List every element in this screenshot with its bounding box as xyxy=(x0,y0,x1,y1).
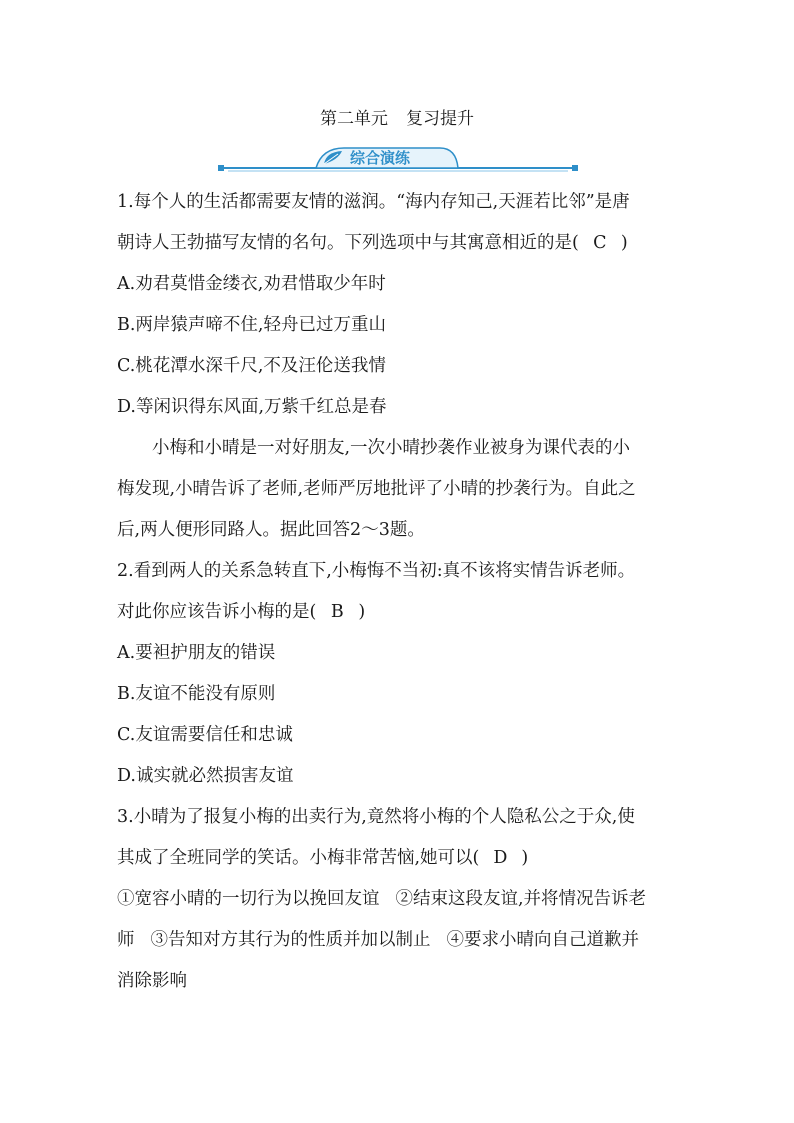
q1-stem-text: 朝诗人王勃描写友情的名句。下列选项中与其寓意相近的是( xyxy=(117,233,579,253)
q2-bracket-close: ) xyxy=(358,602,366,622)
q1-stem-line1: 1.每个人的生活都需要友情的滋润。“海内存知己,天涯若比邻”是唐 xyxy=(117,192,630,212)
q3-choices-line1 xyxy=(117,879,679,920)
q3-choices-line2 xyxy=(117,920,679,961)
q2-stem-line2 xyxy=(117,592,679,633)
q3-stem-line1: 3.小晴为了报复小梅的出卖行为,竟然将小梅的个人隐私公之于众,使 xyxy=(117,807,635,827)
q3-answer: D xyxy=(493,848,508,868)
q3-choice-4: ④要求小晴向自己道歉并 xyxy=(446,930,639,950)
passage-line2: 梅发现,小晴告诉了老师,老师严厉地批评了小晴的抄袭行为。自此之 xyxy=(117,479,636,499)
q2-answer: B xyxy=(330,602,344,622)
q1-stem-line2 xyxy=(117,223,679,264)
q2-option-a: A.要袒护朋友的错误 xyxy=(117,643,276,663)
passage-line1: 小梅和小晴是一对好朋友,一次小晴抄袭作业被身为课代表的小 xyxy=(152,438,631,458)
q1-option-c: C.桃花潭水深千尺,不及汪伦送我情 xyxy=(117,356,386,376)
q2-option-d: D.诚实就必然损害友谊 xyxy=(117,766,294,786)
q3-stem-line2 xyxy=(117,838,679,879)
q1-option-b: B.两岸猿声啼不住,轻舟已过万重山 xyxy=(117,315,386,335)
unit-subtitle: 复习提升 xyxy=(406,109,474,129)
page-title xyxy=(0,104,794,129)
q2-stem-text: 对此你应该告诉小梅的是( xyxy=(117,602,317,622)
q3-bracket-close: ) xyxy=(521,848,529,868)
q2-stem-line1: 2.看到两人的关系急转直下,小梅悔不当初:真不该将实情告诉老师。 xyxy=(117,561,636,581)
q1-option-d: D.等闲识得东风面,万紫千红总是春 xyxy=(117,397,387,417)
q3-stem-text: 其成了全班同学的笑话。小梅非常苦恼,她可以( xyxy=(117,848,480,868)
q3-choice-3: ③告知对方其行为的性质并加以制止 xyxy=(150,930,431,950)
q3-choice-1: ①宽容小晴的一切行为以挽回友谊 xyxy=(117,889,380,909)
section-banner xyxy=(218,144,578,174)
q3-choice-2: ②结束这段友谊,并将情况告诉老 xyxy=(395,889,647,909)
q2-option-b: B.友谊不能没有原则 xyxy=(117,684,276,704)
q2-option-c: C.友谊需要信任和忠诚 xyxy=(117,725,293,745)
q1-option-a: A.劝君莫惜金缕衣,劝君惜取少年时 xyxy=(117,274,386,294)
unit-title: 第二单元 xyxy=(320,109,388,129)
q3-choices-line3: 消除影响 xyxy=(117,971,187,991)
passage-line3: 后,两人便形同路人。据此回答2～3题。 xyxy=(117,520,425,540)
q1-answer: C xyxy=(593,233,607,253)
q3-choice-2-cont: 师 xyxy=(117,930,135,950)
worksheet-body xyxy=(117,182,679,1002)
banner-label: 综合演练 xyxy=(350,149,411,167)
q1-bracket-close: ) xyxy=(620,233,628,253)
banner-graphic xyxy=(218,144,578,174)
